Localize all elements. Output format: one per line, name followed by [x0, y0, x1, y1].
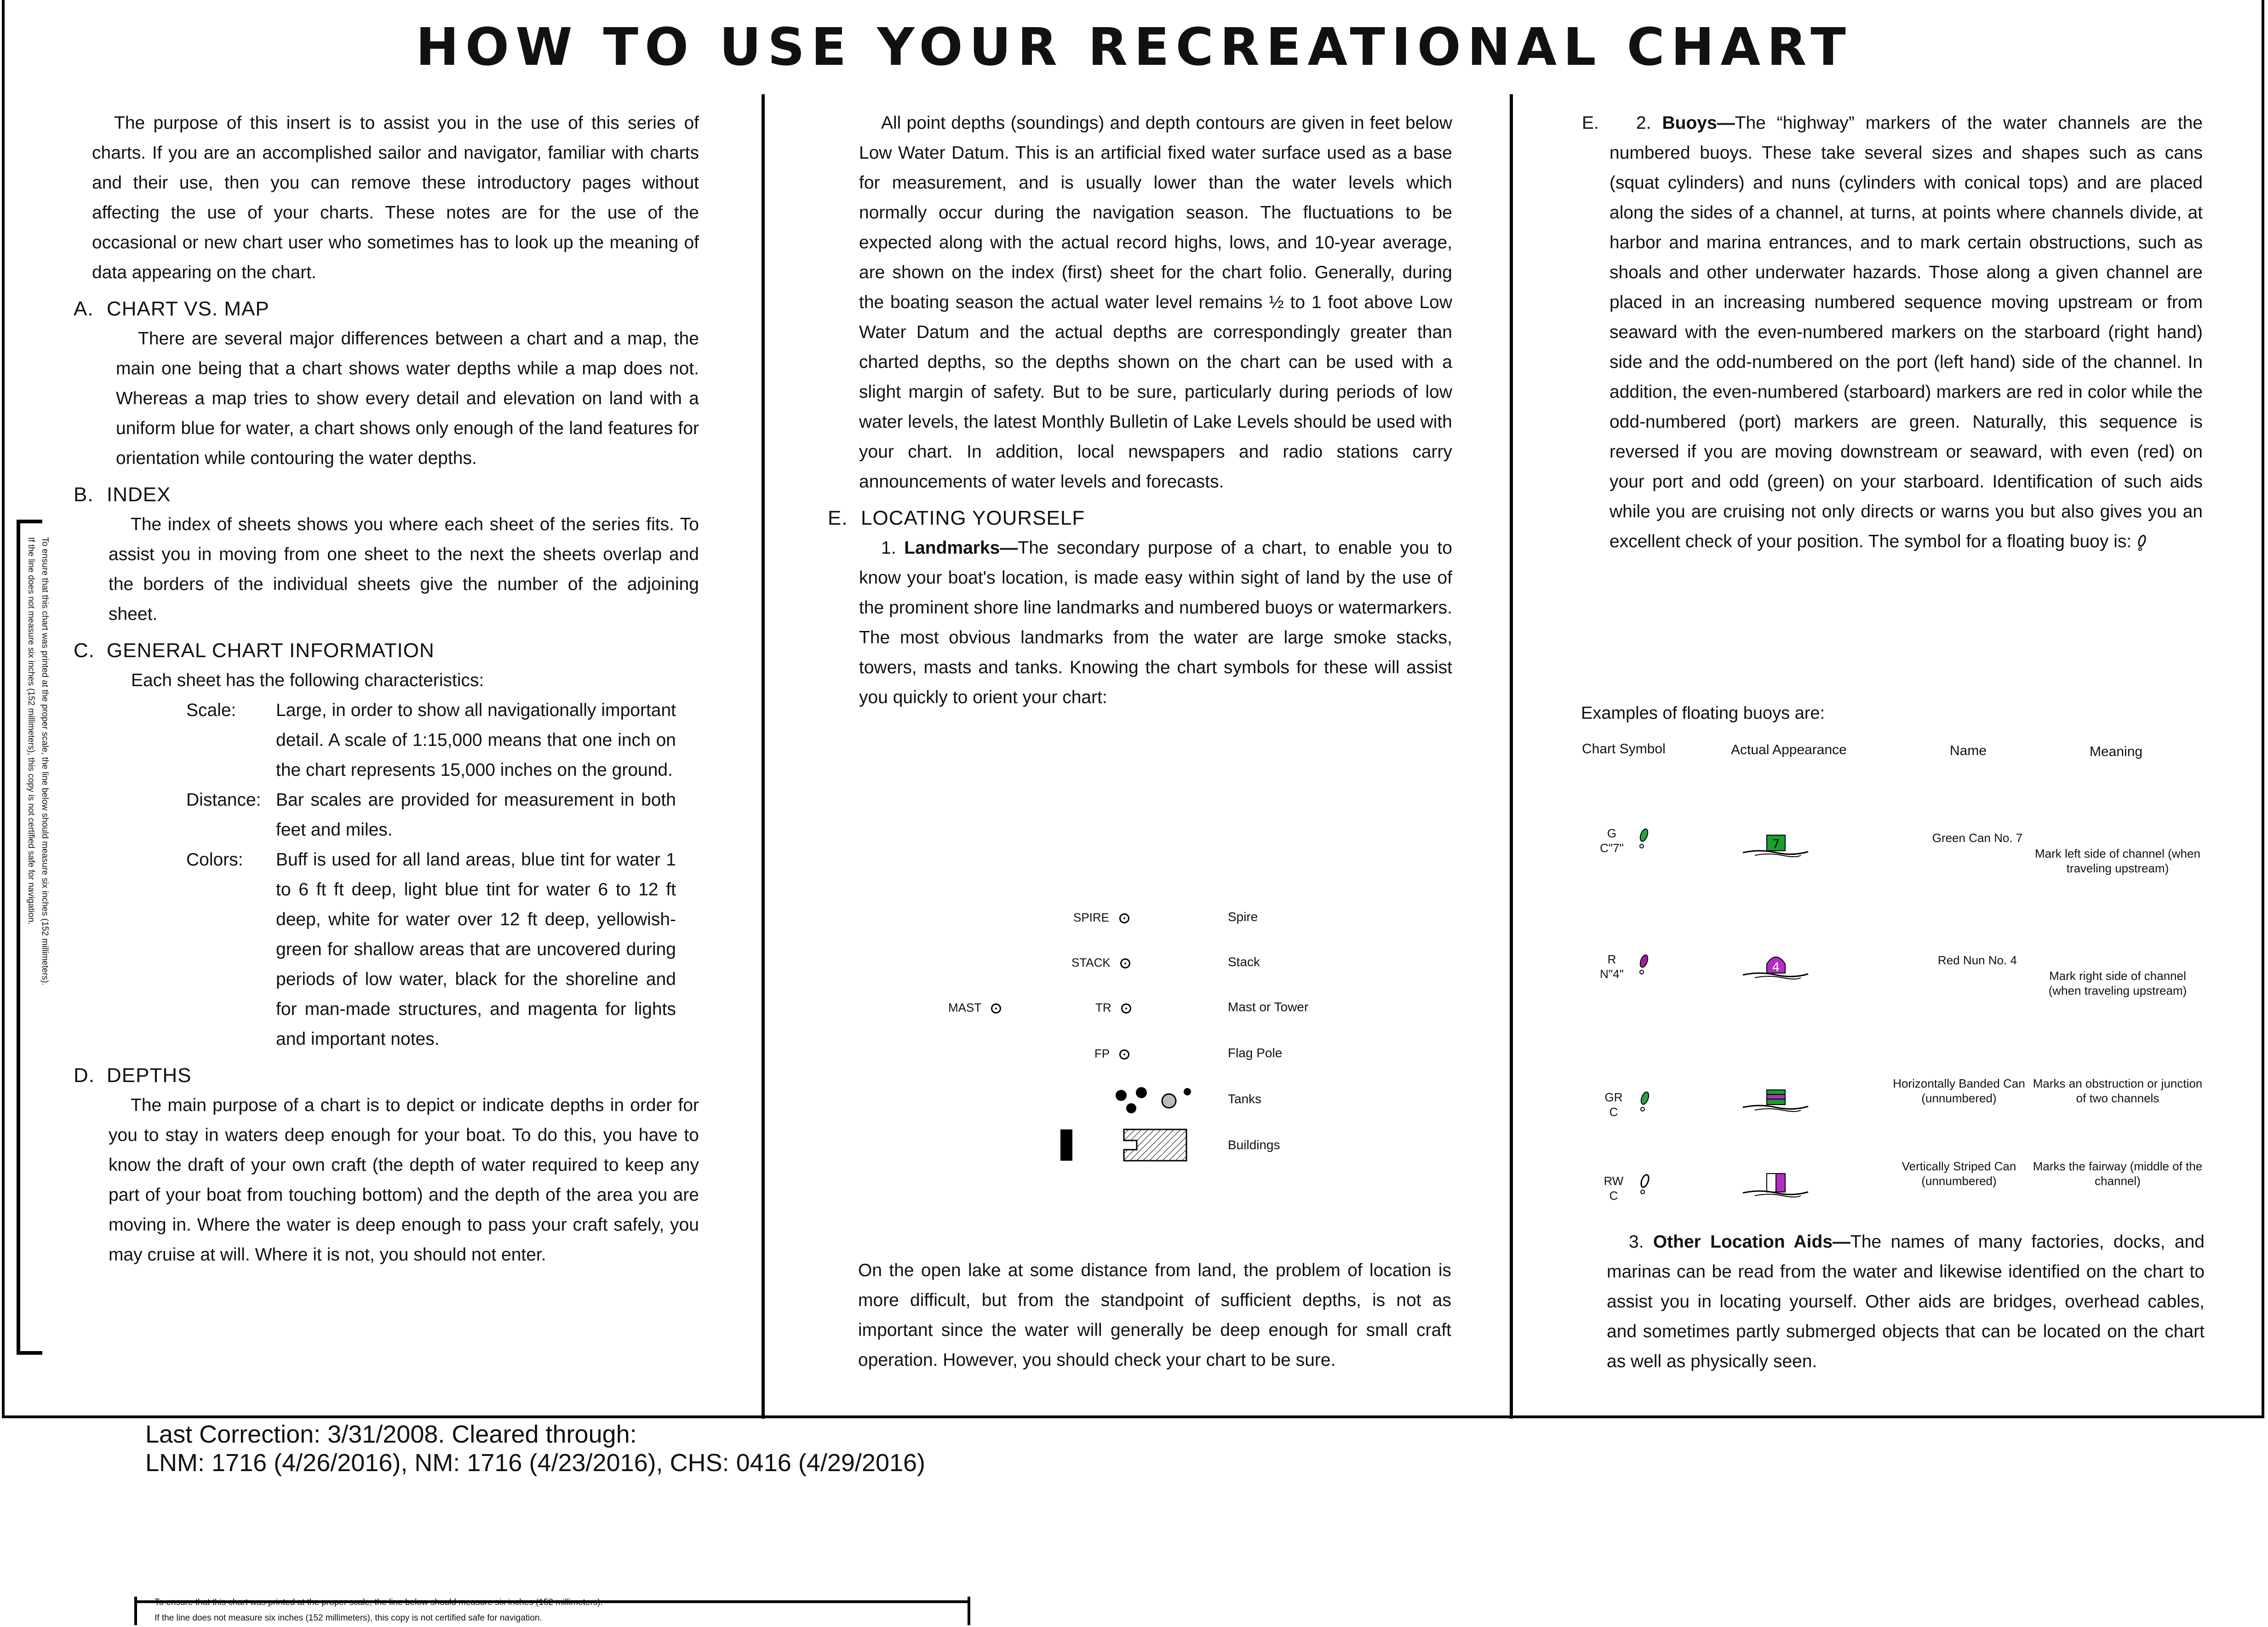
spire-icon	[1119, 913, 1129, 923]
green-buoy-symbol-icon	[1637, 826, 1651, 851]
spire-symbol: SPIRE	[1073, 911, 1129, 925]
red-buoy-symbol-icon	[1637, 952, 1651, 977]
section-a-heading: A. CHART VS. MAP	[74, 298, 269, 320]
name-green-can: Green Can No. 7	[1932, 831, 2023, 845]
section-b-heading: B. INDEX	[74, 483, 171, 506]
side-scale-bar	[17, 520, 24, 1355]
flagpole-label: Flag Pole	[1228, 1046, 1283, 1060]
header-name: Name	[1950, 743, 1987, 758]
banded-buoy-symbol-icon	[1638, 1089, 1652, 1114]
section-c-heading: C. GENERAL CHART INFORMATION	[74, 639, 435, 662]
last-correction: Last Correction: 3/31/2008. Cleared through: LNM: 1716 (4/26/2016), NM: 1716 (4/23/2016), CHS: 0416 (4/29/2016)	[145, 1421, 926, 1477]
examples-title: Examples of floating buoys are:	[1581, 704, 1825, 723]
green-can-number: 7	[1772, 837, 1780, 851]
header-meaning: Meaning	[2090, 744, 2143, 759]
name-striped-can: Vertically Striped Can (unnumbered)	[1901, 1159, 2016, 1188]
tower-symbol: TR	[1095, 1001, 1131, 1015]
striped-buoy-symbol-icon	[1638, 1172, 1652, 1197]
section-e-heading: E. LOCATING YOURSELF	[828, 507, 1085, 529]
mast-icon	[991, 1003, 1001, 1014]
column-divider-2	[1510, 94, 1513, 1419]
spire-label: Spire	[1228, 910, 1258, 924]
chart-symbol-red-nun: R N"4"	[1600, 952, 1624, 981]
mast-symbol: MAST	[948, 1001, 1001, 1015]
section-a-text: There are several major differences between a chart and a map, the main one being that a chart shows water depths while a map does not. Whereas a map tries to show every detail and elevation on land with a uniform blue for water, a chart shows only enough of the land features for orientation while contouring the water depths.	[116, 329, 699, 468]
chart-symbol-banded-can: GR C	[1604, 1090, 1623, 1119]
meaning-green-can: Mark left side of channel (when traveling upstream)	[2035, 847, 2200, 875]
landmarks-paragraph: 1. Landmarks—The secondary purpose of a chart, to enable you to know your boat's location, is made easy within sight of land by the use of the prominent shore line landmarks and numbered buoys or watermarkers. The most obvious landmarks from the water are large smoke stacks, towers, masts and tanks. Knowing the chart symbols for these will assist you quickly to orient your chart:	[859, 538, 1452, 707]
side-scale-note: To ensure that this chart was printed at the proper scale, the line below should measure six inches (152 millimeters). If the line does not measure six inches (152 millimeters), this copy is not certified safe for navigation.	[26, 537, 50, 985]
flagpole-icon	[1119, 1049, 1129, 1060]
striped-can-appearance	[1741, 1169, 1810, 1201]
red-nun-number: 4	[1772, 961, 1780, 974]
characteristic-scale: Scale: Large, in order to show all navigationally important detail. A scale of 1:15,000 means that one inch on the chart represents 15,000 inches on the ground.	[186, 700, 676, 780]
tower-label: Mast or Tower	[1228, 1000, 1309, 1014]
stack-icon	[1120, 958, 1130, 968]
characteristic-distance: Distance: Bar scales are provided for measurement in both feet and miles.	[186, 790, 676, 840]
flagpole-symbol: FP	[1094, 1047, 1129, 1061]
other-aids-paragraph: 3. Other Location Aids—The names of many factories, docks, and marinas can be read from the water and likewise identified on the chart to assist you in locating yourself. Other aids are bridges, overhead cables, and sometimes partly submerged objects that can be located on the chart as well as physically seen.	[1607, 1232, 2205, 1371]
name-banded-can: Horizontally Banded Can (unnumbered)	[1893, 1077, 2025, 1105]
floating-buoy-icon	[2136, 533, 2148, 552]
meaning-red-nun: Mark right side of channel (when traveling upstream)	[2048, 969, 2187, 997]
chart-symbol-green-can: G C"7"	[1600, 826, 1624, 855]
section-c-intro: Each sheet has the following characteristics:	[131, 670, 484, 690]
header-actual-appearance: Actual Appearance	[1731, 742, 1847, 757]
stack-symbol: STACK	[1071, 956, 1130, 970]
green-can-appearance	[1741, 832, 1810, 860]
section-b-text: The index of sheets shows you where each sheet of the series fits. To assist you in moving from one sheet to the next the sheets overlap and the borders of the individual sheets give the number of the adjoining sheet.	[109, 515, 699, 624]
intro-paragraph: The purpose of this insert is to assist you in the use of this series of charts. If you are an accomplished sailor and navigator, familiar with charts and their use, then you can remove these introductory pages without affecting the use of your charts. These notes are for the use of the occasional or new chart user who sometimes has to look up the meaning of data appearing on the chart.	[92, 113, 699, 282]
name-red-nun: Red Nun No. 4	[1938, 953, 2017, 967]
bottom-scale-note-2: If the line does not measure six inches (152 millimeters), this copy is not certified safe for navigation.	[155, 1613, 542, 1623]
column-2	[828, 108, 1452, 712]
column-1	[74, 108, 699, 1270]
tanks-label: Tanks	[1228, 1092, 1262, 1106]
column-divider-1	[762, 94, 765, 1419]
section-d-text: The main purpose of a chart is to depict or indicate depths in order for you to stay in waters deep enough for your boat. To do this, you have to know the draft of your own craft (the depth of water required to keep any part of your boat from touching bottom) and the depth of the area you are moving in. Where the water is deep enough to pass your craft safely, you may cruise at will. Where it is not, you should not enter.	[109, 1095, 699, 1265]
characteristic-colors: Colors: Buff is used for all land areas, blue tint for water 1 to 6 ft ft deep, light blue tint for water 6 to 12 ft deep, white for water over 12 ft deep, yellowish-green for shallow areas that are uncovered during periods of low water, black for the shoreline and for man-made structures, and magenta for lights and important notes.	[186, 850, 676, 1049]
header-chart-symbol: Chart Symbol	[1582, 741, 1666, 756]
open-lake-paragraph: On the open lake at some distance from land, the problem of location is more difficult, but from the standpoint of sufficient depths, is not as important since the water will generally be deep enough for small craft operation. However, you should check your chart to be sure.	[858, 1260, 1451, 1370]
bottom-scale-note-1: To ensure that this chart was printed at the proper scale, the line below should measure six inches (152 millimeters).	[155, 1598, 603, 1607]
page-title: HOW TO USE YOUR RECREATIONAL CHART	[416, 17, 1852, 77]
stack-label: Stack	[1228, 955, 1260, 969]
tower-icon	[1121, 1003, 1131, 1014]
tanks-icon	[1113, 1082, 1196, 1118]
characteristics-list	[92, 695, 699, 1054]
meaning-striped-can: Marks the fairway (middle of the channel)	[2033, 1159, 2203, 1188]
banded-can-appearance	[1741, 1085, 1810, 1117]
column-3	[1582, 108, 2203, 556]
buildings-icon	[1060, 1127, 1197, 1163]
buoys-paragraph: E. 2. Buoys—The “highway” markers of the water channels are the numbered buoys. These take several sizes and shapes such as cans (squat cylinders) and nuns (cylinders with conical tops) and are placed along the sides of a channel, at turns, at points where channels divide, at harbor and marina entrances, and to mark certain obstructions, such as shoals and other underwater hazards. Those along a given channel are placed in an increasing numbered sequence moving upstream or from seaward with the even-numbered markers on the starboard (right hand) side and the odd-numbered on the port (left hand) side of the channel. In addition, the even-numbered (starboard) markers are red in color while the odd-numbered (port) markers are green. Naturally, this sequence is reversed if you are moving downstream or seaward, with even (red) on your port and odd (green) on your starboard. Identification of such aids while you are cruising not only directs or warns you but also gives you an excellent check of your position. The symbol for a floating buoy is:	[1582, 113, 2203, 551]
red-nun-appearance	[1741, 950, 1810, 982]
chart-symbol-striped-can: RW C	[1604, 1174, 1624, 1203]
depths-paragraph: All point depths (soundings) and depth contours are given in feet below Low Water Datum. This is an artificial fixed water surface used as a base for measurement, and is usually lower than the water levels which normally occur during the navigation season. The fluctuations to be expected along with the actual record highs, lows, and 10-year average, are shown on the index (first) sheet for the chart folio. Generally, during the boating season the actual water level remains ½ to 1 foot above Low Water Datum and the actual depths are correspondingly greater than charted depths, so the depths shown on the chart can be used with a slight margin of safety. But to be sure, particularly during periods of low water levels, the latest Monthly Bulletin of Lake Levels should be used with your chart. In addition, local newspapers and radio stations carry announcements of water levels and forecasts.	[859, 113, 1452, 492]
section-d-heading: D. DEPTHS	[74, 1064, 192, 1087]
bottom-scale-bar	[136, 1600, 969, 1603]
meaning-banded-can: Marks an obstruction or junction of two channels	[2033, 1077, 2203, 1105]
buildings-label: Buildings	[1228, 1138, 1280, 1152]
